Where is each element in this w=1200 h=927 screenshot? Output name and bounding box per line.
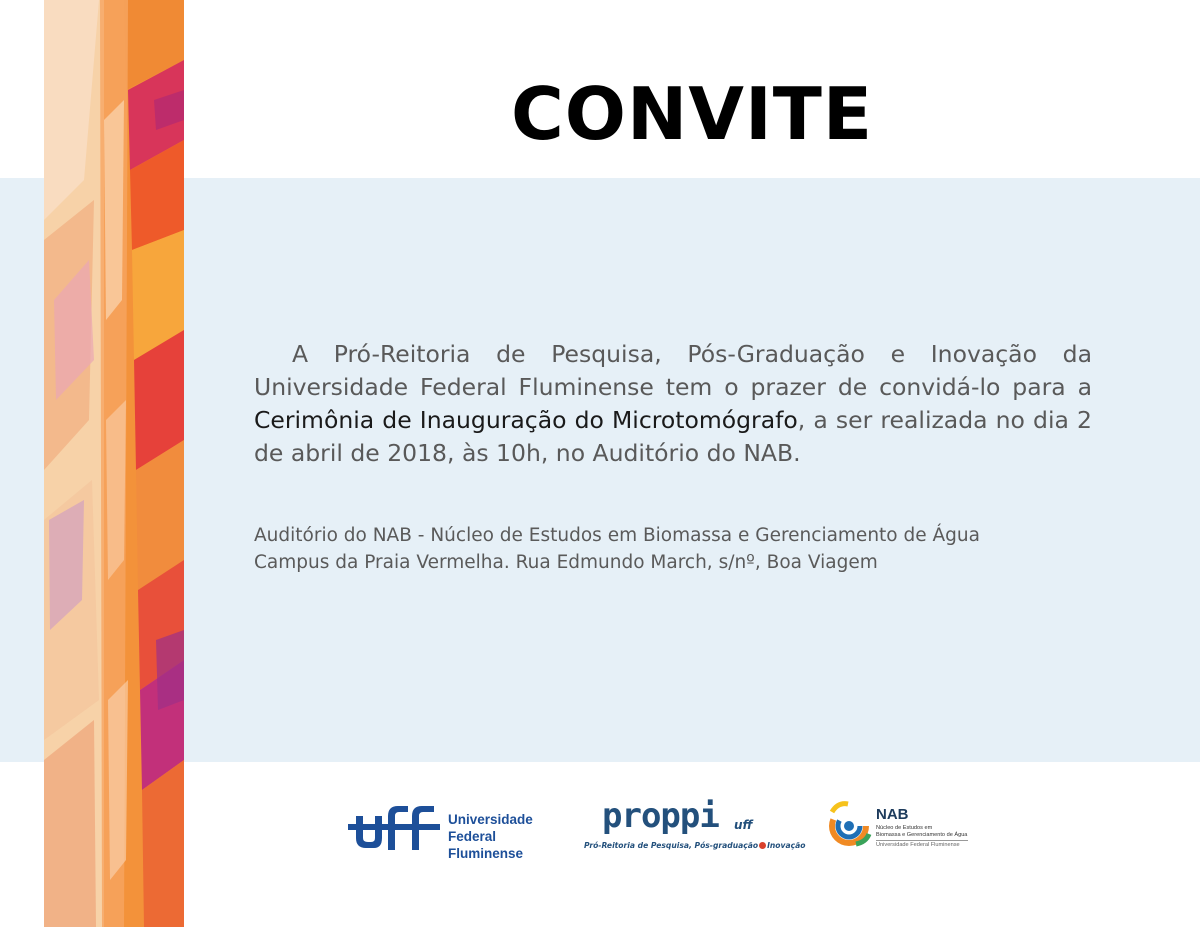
uff-line-3: Fluminense [448, 846, 524, 861]
venue-address [254, 522, 1114, 576]
address-line-2: Campus da Praia Vermelha. Rua Edmundo March, s/nº, Boa Viagem [254, 552, 878, 573]
paragraph-start: A Pró-Reitoria de Pesquisa, Pós-Graduação e Inovação da Universidade Federal Fluminense tem o prazer de convidá-lo para a [254, 340, 1092, 401]
uff-wordmark [448, 811, 533, 862]
invitation-title: CONVITE [510, 72, 874, 156]
decorative-stripe [44, 0, 184, 927]
invitation-paragraph [254, 338, 1092, 470]
uff-line-2: Federal [448, 829, 497, 844]
uff-mark-icon [348, 802, 440, 852]
address-line-1: Auditório do NAB - Núcleo de Estudos em Biomassa e Gerenciamento de Água [254, 525, 980, 546]
nab-line-3: Universidade Federal Fluminense [876, 842, 960, 848]
proppi-logo [584, 796, 806, 860]
proppi-tagline [584, 841, 805, 850]
event-name: Cerimônia de Inauguração do Microtomógrafo [254, 406, 798, 434]
logos-row [0, 790, 1200, 870]
nab-line-1: Núcleo de Estudos em [876, 825, 933, 831]
paragraph-end: , a ser realizada no dia 2 de abril de 2018, às 10h, no Auditório do NAB. [254, 406, 1092, 467]
uff-line-1: Universidade [448, 812, 533, 827]
proppi-tagline-a: Pró-Reitoria de Pesquisa, Pós-graduação [584, 841, 759, 850]
nab-divider [876, 840, 968, 841]
uff-logo [348, 802, 548, 861]
nab-title: NAB [876, 806, 909, 823]
red-dot-icon [759, 842, 766, 849]
nab-mark-icon [826, 800, 872, 850]
nab-line-2: Biomassa e Gerenciamento de Água [876, 832, 968, 838]
proppi-tagline-b: Inovação [767, 841, 806, 850]
nab-logo [826, 800, 976, 856]
proppi-wordmark: proppi [602, 796, 719, 836]
proppi-suffix: uff [734, 818, 753, 832]
